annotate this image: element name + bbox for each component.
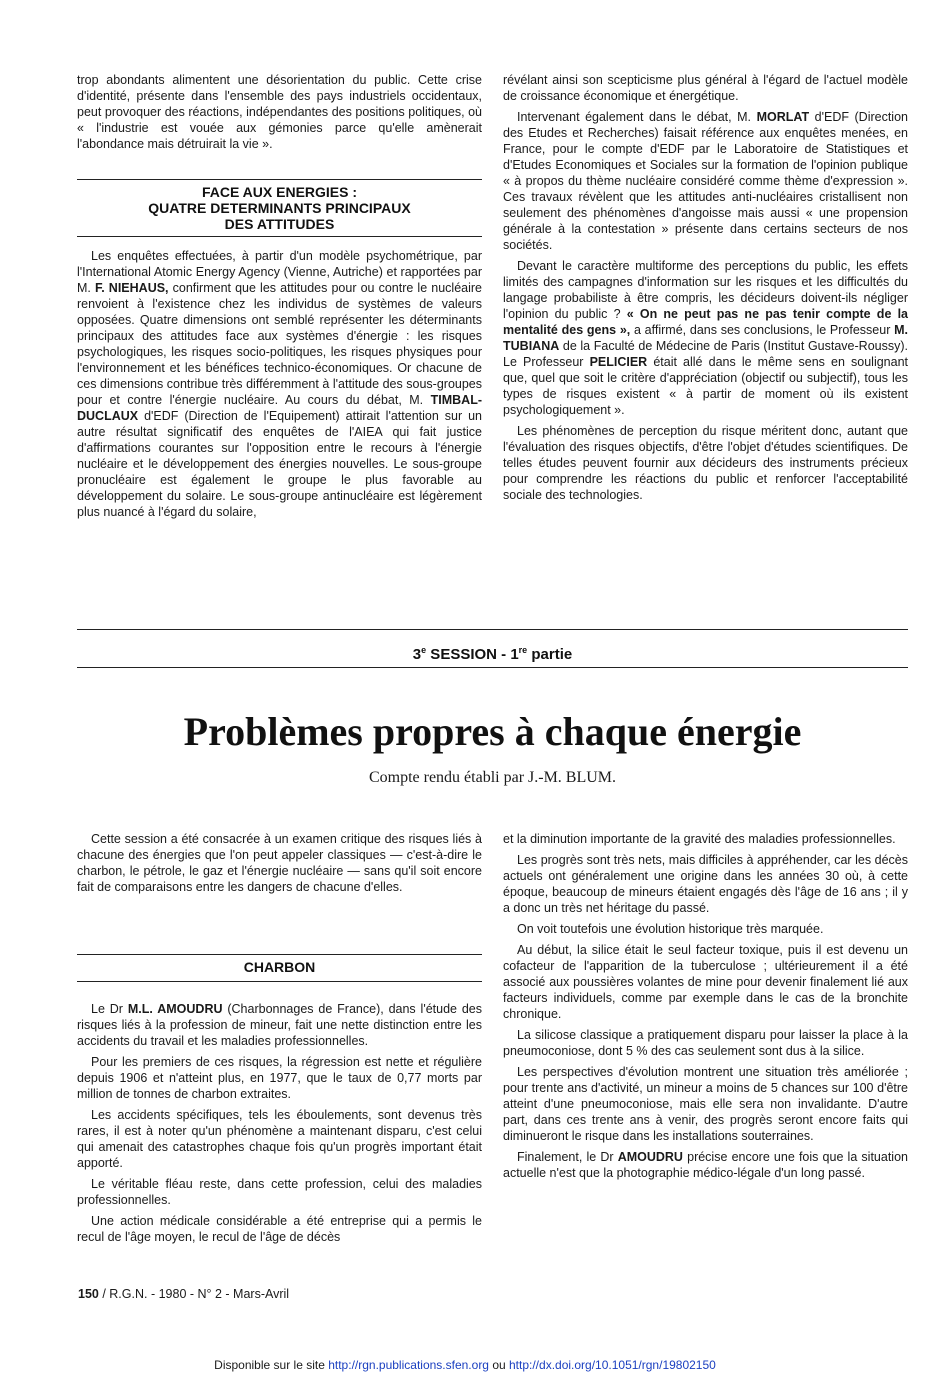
text: Devant le caractère multiforme des perceptions du public, les effets limités des campagnes d'information sur les risques et les difficultés du langage probabiliste à être compris, les décideurs doivent-ils négliger l'opinion du public ? (503, 259, 908, 321)
text: d'EDF (Direction des Etudes et Recherches) faisait référence aux enquêtes menées, en France, pour le compte d'EDF par le Laboratoire de Statistiques et d'Etudes Economiques et Sociales sur la formation de l'opinion publique « à propos du thème nucléaire considéré comme thème d'expression ». Ces travaux révèlent que les attitudes anti-nucléaires cristallisent non seulement des phénomènes d'angoisse mais aussi « une propension générale à la contestation » présente dans certains secteurs de nos sociétés. (503, 110, 908, 252)
paragraph (503, 109, 908, 253)
paragraph: Pour les premiers de ces risques, la régression est nette et régulière depuis 1906 et n'atteint plus, en 1977, que le taux de 0,77 morts par million de tonnes de charbon extraites. (77, 1055, 482, 1101)
top-right-column (503, 72, 908, 508)
paragraph: Les phénomènes de perception du risque méritent donc, autant que l'évaluation des risques objectifs, d'être l'objet d'études scientifiques. De telles études peuvent fournir aux décideurs des instruments précieux pour comprendre les réactions du public et renforcer l'acceptabilité sociale des technologies. (503, 424, 908, 502)
heading-line: QUATRE DETERMINANTS PRINCIPAUX (148, 200, 411, 216)
paragraph: Au début, la silice était le seul facteur toxique, puis il est devenu un cofacteur de l'apparition de la tuberculose ; ultérieurement il a été associé aux poussières volantes de mine pour devenir finalement lié aux facteurs individuels, comme par exemple dans le cas de la bronchite chronique. (503, 943, 908, 1021)
paragraph: La silicose classique a pratiquement disparu pour laisser la place à la pneumoconiose, dont 5 % des cas seulement sont dus à la silice. (503, 1028, 908, 1058)
text: SESSION - 1 (426, 646, 519, 663)
availability-line (0, 1358, 930, 1372)
paragraph: Les progrès sont très nets, mais difficiles à appréhender, car les décès actuels ont généralement une origine dans les années 30 où, à cette époque, beaucoup de mineurs étaient engagés dès l'âge de 16 ans ; il y a donc un très net héritage du passé. (503, 853, 908, 915)
person-name: AMOUDRU (617, 1150, 683, 1164)
text: Disponible sur le site (214, 1358, 329, 1372)
doi-link[interactable]: http://dx.doi.org/10.1051/rgn/19802150 (509, 1358, 716, 1372)
superscript: e (421, 645, 427, 655)
paragraph: révélant ainsi son scepticisme plus général à l'égard de l'actuel modèle de croissance économique et énergétique. (503, 73, 908, 103)
section-heading-energies (77, 184, 482, 232)
paragraph: Les perspectives d'évolution montrent une situation très améliorée ; pour trente ans d'activité, un mineur a moins de 5 chances sur 100 d'être atteint d'une pneumoconiose, mais elle sera non invalidante. D'autre part, dans ces trente ans à venir, des progrès seront encore faits qui diminueront le risque dans les installations souterraines. (503, 1065, 908, 1143)
person-name: MORLAT (756, 110, 810, 124)
journal-reference: / R.G.N. - 1980 - N° 2 - Mars-Avril (98, 1287, 290, 1301)
article-subtitle: Compte rendu établi par J.-M. BLUM. (368, 769, 617, 786)
paragraph (77, 1001, 482, 1049)
section-heading-charbon: CHARBON (243, 959, 316, 975)
text: confirment que les attitudes pour ou contre le nucléaire renvoient à l'existence chez les individus de systèmes de valeurs opposées. Quatre dimensions ont semblé représenter les déterminants principaux des attitudes face aux systèmes d'énergie : les risques psychologiques, les risques socio-politiques, les risques physiques pour l'environnement et les bénéfices technico-économiques. Or chacune de ces dimensions contribue très différemment à l'attitude des sous-groupes pour et contre l'énergie nucléaire. Au cours du débat, M. (77, 281, 482, 407)
divider (77, 629, 908, 630)
bottom-right-column (503, 831, 908, 1186)
session-heading (77, 640, 908, 665)
text: Finalement, le Dr (517, 1150, 618, 1164)
paragraph (503, 1149, 908, 1181)
page-footer (78, 1287, 289, 1301)
person-name: M.L. AMOUDRU (127, 1002, 223, 1016)
article-title: Problèmes propres à chaque énergie (183, 709, 802, 754)
text: était allé dans le même sens en soulignant que, quel que soit le critère d'appréciation (objectif ou subjectif), tous les types de risques existent « à partir de moment où ils existent psychologiquement ». (503, 355, 908, 417)
bottom-left-column (77, 831, 482, 900)
paragraph (503, 258, 908, 418)
text: ou (488, 1358, 509, 1372)
text: a affirmé, dans ses conclusions, le Professeur (630, 323, 895, 337)
person-name: TIMBAL-DUCLAUX (77, 393, 482, 423)
person-name: PELICIER (589, 355, 648, 369)
page-number: 150 (78, 1287, 99, 1301)
paragraph: Cette session a été consacrée à un examen critique des risques liés à chacune des énergies que l'on peut appeler classiques — c'est-à-dire le charbon, le pétrole, le gaz et l'énergie nucléaire — sans qu'il soit encore fait de comparaisons entre les dangers de chacune d'elles. (77, 832, 482, 894)
top-left-column (77, 72, 482, 157)
heading-line: DES ATTITUDES (224, 216, 335, 232)
text: de la Faculté de Médecine de Paris (Institut Gustave-Roussy). Le Professeur (503, 339, 908, 369)
divider (77, 667, 908, 668)
paragraph: trop abondants alimentent une désorientation du public. Cette crise d'identité, présente dans l'ensemble des pays industriels occidentaux, peut provoquer des réactions, indépendantes des positions politiques, où « l'industrie est vouée aux gémonies parce qu'elle amènerait l'abondance mais détruirait la vie ». (77, 73, 482, 151)
divider (77, 236, 482, 237)
text: Les enquêtes effectuées, à partir d'un modèle psychométrique, par l'International Atomic Energy Agency (Vienne, Autriche) et rapportées par M. (77, 249, 482, 295)
divider (77, 981, 482, 982)
paragraph: On voit toutefois une évolution historique très marquée. (517, 922, 824, 936)
site-link[interactable]: http://rgn.publications.sfen.org (328, 1358, 489, 1372)
top-left-column-body (77, 248, 482, 525)
text: partie (527, 646, 573, 663)
text: Intervenant également dans le débat, M. (517, 110, 757, 124)
person-name: M. TUBIANA (503, 323, 909, 353)
heading-line: FACE AUX ENERGIES : (201, 184, 358, 200)
bottom-left-column-body (77, 1001, 482, 1250)
superscript: re (518, 645, 528, 655)
paragraph: et la diminution importante de la gravité des maladies professionnelles. (503, 832, 896, 846)
quote: « On ne peut pas ne pas tenir compte de la mentalité des gens », (503, 307, 909, 337)
text: d'EDF (Direction de l'Equipement) attirait l'attention sur un autre résultat significatif des enquêtes de l'AIEA qui fait justice d'affirmations courantes sur l'opposition entre le recours à l'énergie nucléaire et le développement des énergies nouvelles. Le sous-groupe pronucléaire est également le groupe le plus favorable au développement du solaire. Le sous-groupe antinucléaire est légèrement plus nuancé à l'égard du solaire, (77, 409, 482, 519)
paragraph (77, 248, 482, 520)
paragraph: Le véritable fléau reste, dans cette profession, celui des maladies professionnelles. (77, 1177, 482, 1207)
text: précise encore une fois que la situation actuelle n'est que la photographie médico-légale d'un long passé. (503, 1150, 908, 1180)
divider (77, 954, 482, 955)
person-name: F. NIEHAUS, (94, 281, 169, 295)
text: Le Dr (91, 1002, 128, 1016)
paragraph: Une action médicale considérable a été entreprise qui a permis le recul de l'âge moyen, le recul de l'âge de décès (77, 1214, 482, 1244)
text: (Charbonnages de France), dans l'étude des risques liés à la profession de mineur, fait une nette distinction entre les accidents du travail et les maladies professionnelles. (77, 1002, 482, 1048)
paragraph: Les accidents spécifiques, tels les éboulements, sont devenus très rares, il est à noter qu'un phénomène a maintenant disparu, c'est celui qui amenait des catastrophes chaque fois qu'un progrès important était apporté. (77, 1108, 482, 1170)
session-number: 3 (412, 646, 422, 663)
divider (77, 179, 482, 180)
